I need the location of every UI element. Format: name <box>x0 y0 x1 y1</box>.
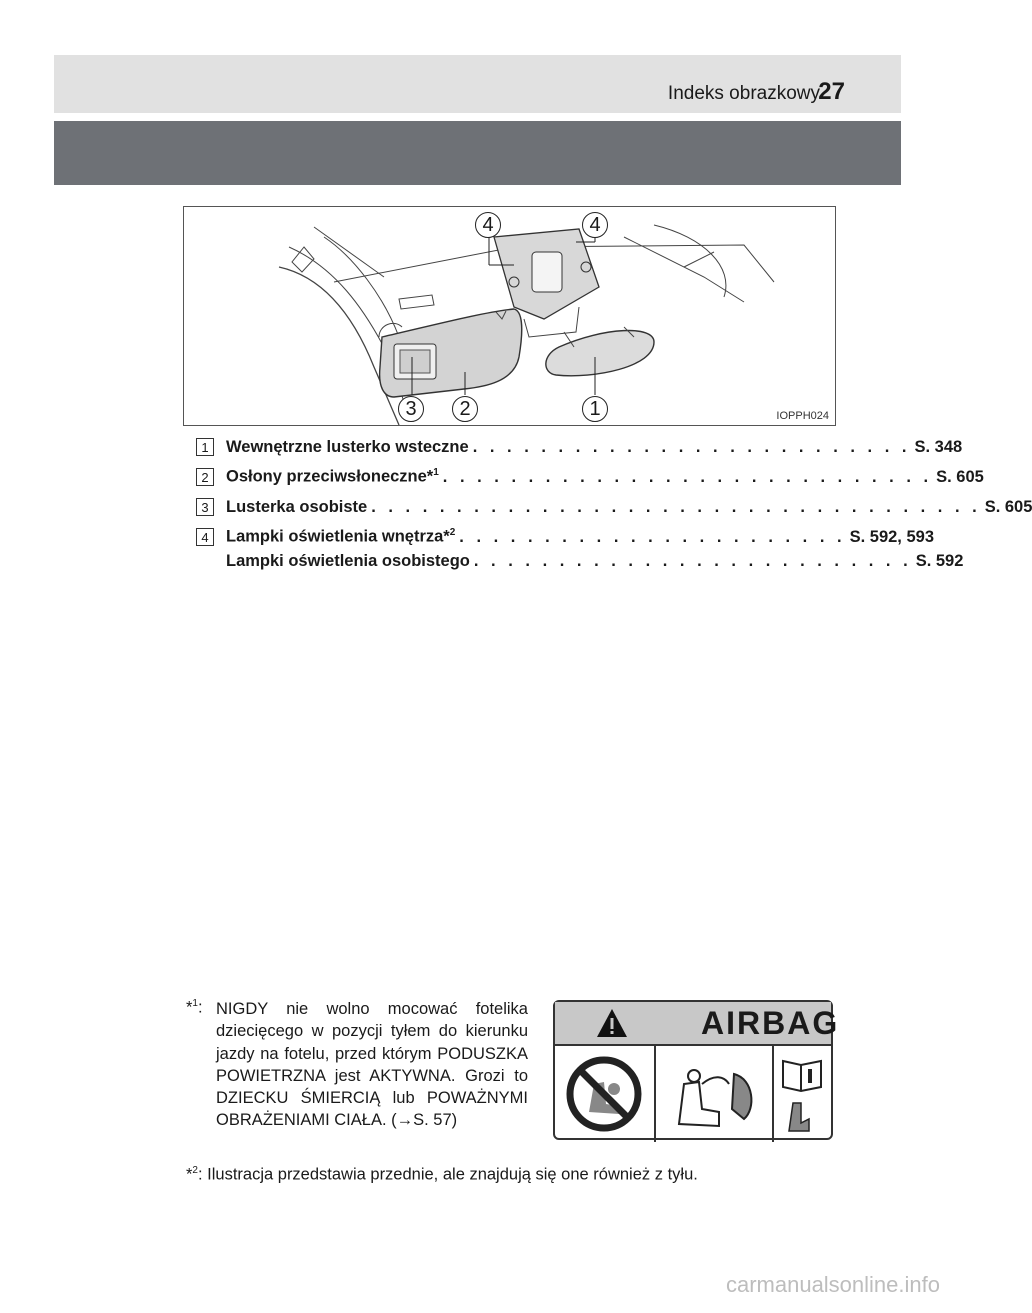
callout-4b: 4 <box>582 212 608 238</box>
leader-dots: . . . . . . . . . . . . . . . . . . . . . . . <box>459 527 846 546</box>
roof-interior-drawing <box>184 207 835 425</box>
item-number: 3 <box>196 498 214 516</box>
item-number: 2 <box>196 468 214 486</box>
list-item <box>196 495 1032 519</box>
interior-illustration <box>183 206 836 426</box>
header-dark-bar <box>54 121 901 185</box>
warning-triangle-icon <box>595 1007 629 1039</box>
item-label: Wewnętrzne lusterko wsteczne <box>226 437 469 456</box>
page-reference: S. 605 <box>936 467 984 486</box>
list-item <box>196 435 963 459</box>
page-number: 27 <box>818 78 845 105</box>
airbag-word: AIRBAG <box>701 1004 840 1041</box>
leader-dots: . . . . . . . . . . . . . . . . . . . . . . . . . . . . . <box>442 467 933 486</box>
panel-airbag-deploy <box>656 1046 774 1142</box>
callout-4a: 4 <box>475 212 501 238</box>
footnote-1-text: NIGDY nie wolno mocować fotelika dziecięcego w pozycji tyłem do kierunku jazdy na fotelu, przed którym PODUSZKA POWIETRZNA jest AKTYWNA. Grozi to DZIECKU ŚMIERCIĄ lub POWAŻNYMI OBRAŻENIAMI CIAŁA. (→S. 57) <box>216 1000 528 1130</box>
footnote-sup: 1 <box>433 467 439 479</box>
panel-no-rear-seat <box>555 1046 656 1142</box>
airbag-deploy-icon <box>664 1054 764 1134</box>
footnote-sup: 2 <box>449 527 456 539</box>
footnote-1-marker: *$^1$: <box>186 998 203 1017</box>
airbag-warning-label <box>553 1000 840 1140</box>
page-reference: S. 592, 593 <box>849 527 934 546</box>
list-item <box>196 525 934 549</box>
callout-1: 1 <box>582 396 608 422</box>
callout-3: 3 <box>398 396 424 422</box>
callout-2: 2 <box>452 396 478 422</box>
item-number <box>196 552 214 570</box>
page-reference: S. 605 <box>984 497 1032 516</box>
item-label: Osłony przeciwsłoneczne*$^1$ <box>226 467 439 486</box>
airbag-header <box>555 1002 840 1046</box>
prohibited-child-seat-icon <box>564 1054 644 1134</box>
item-label: Lusterka osobiste <box>226 497 368 516</box>
page-reference: S. 592 <box>915 551 964 570</box>
item-number: 4 <box>196 528 214 546</box>
item-label: Lampki oświetlenia wnętrza*$^2$ <box>226 527 456 546</box>
leader-dots: . . . . . . . . . . . . . . . . . . . . . . . . . . <box>473 551 912 570</box>
list-item <box>196 465 984 489</box>
leader-dots: . . . . . . . . . . . . . . . . . . . . . . . . . . . . . . . . . . . . <box>371 497 981 516</box>
item-number: 1 <box>196 438 214 456</box>
page-reference: S. 348 <box>914 437 963 456</box>
watermark: carmanualsonline.info <box>725 1272 940 1297</box>
panel-read-manual <box>774 1046 831 1142</box>
item-label: Lampki oświetlenia osobistego <box>226 551 470 570</box>
section-title: Indeks obrazkowy <box>667 83 820 104</box>
footnote-2: *$^2$: Ilustracja przedstawia przednie, ale znajdują się one również z tyłu. <box>186 1165 698 1184</box>
read-manual-icon <box>779 1053 825 1135</box>
figure-code: IOPPH024 <box>776 410 829 422</box>
list-item <box>196 549 964 573</box>
leader-dots: . . . . . . . . . . . . . . . . . . . . . . . . . . <box>472 437 911 456</box>
